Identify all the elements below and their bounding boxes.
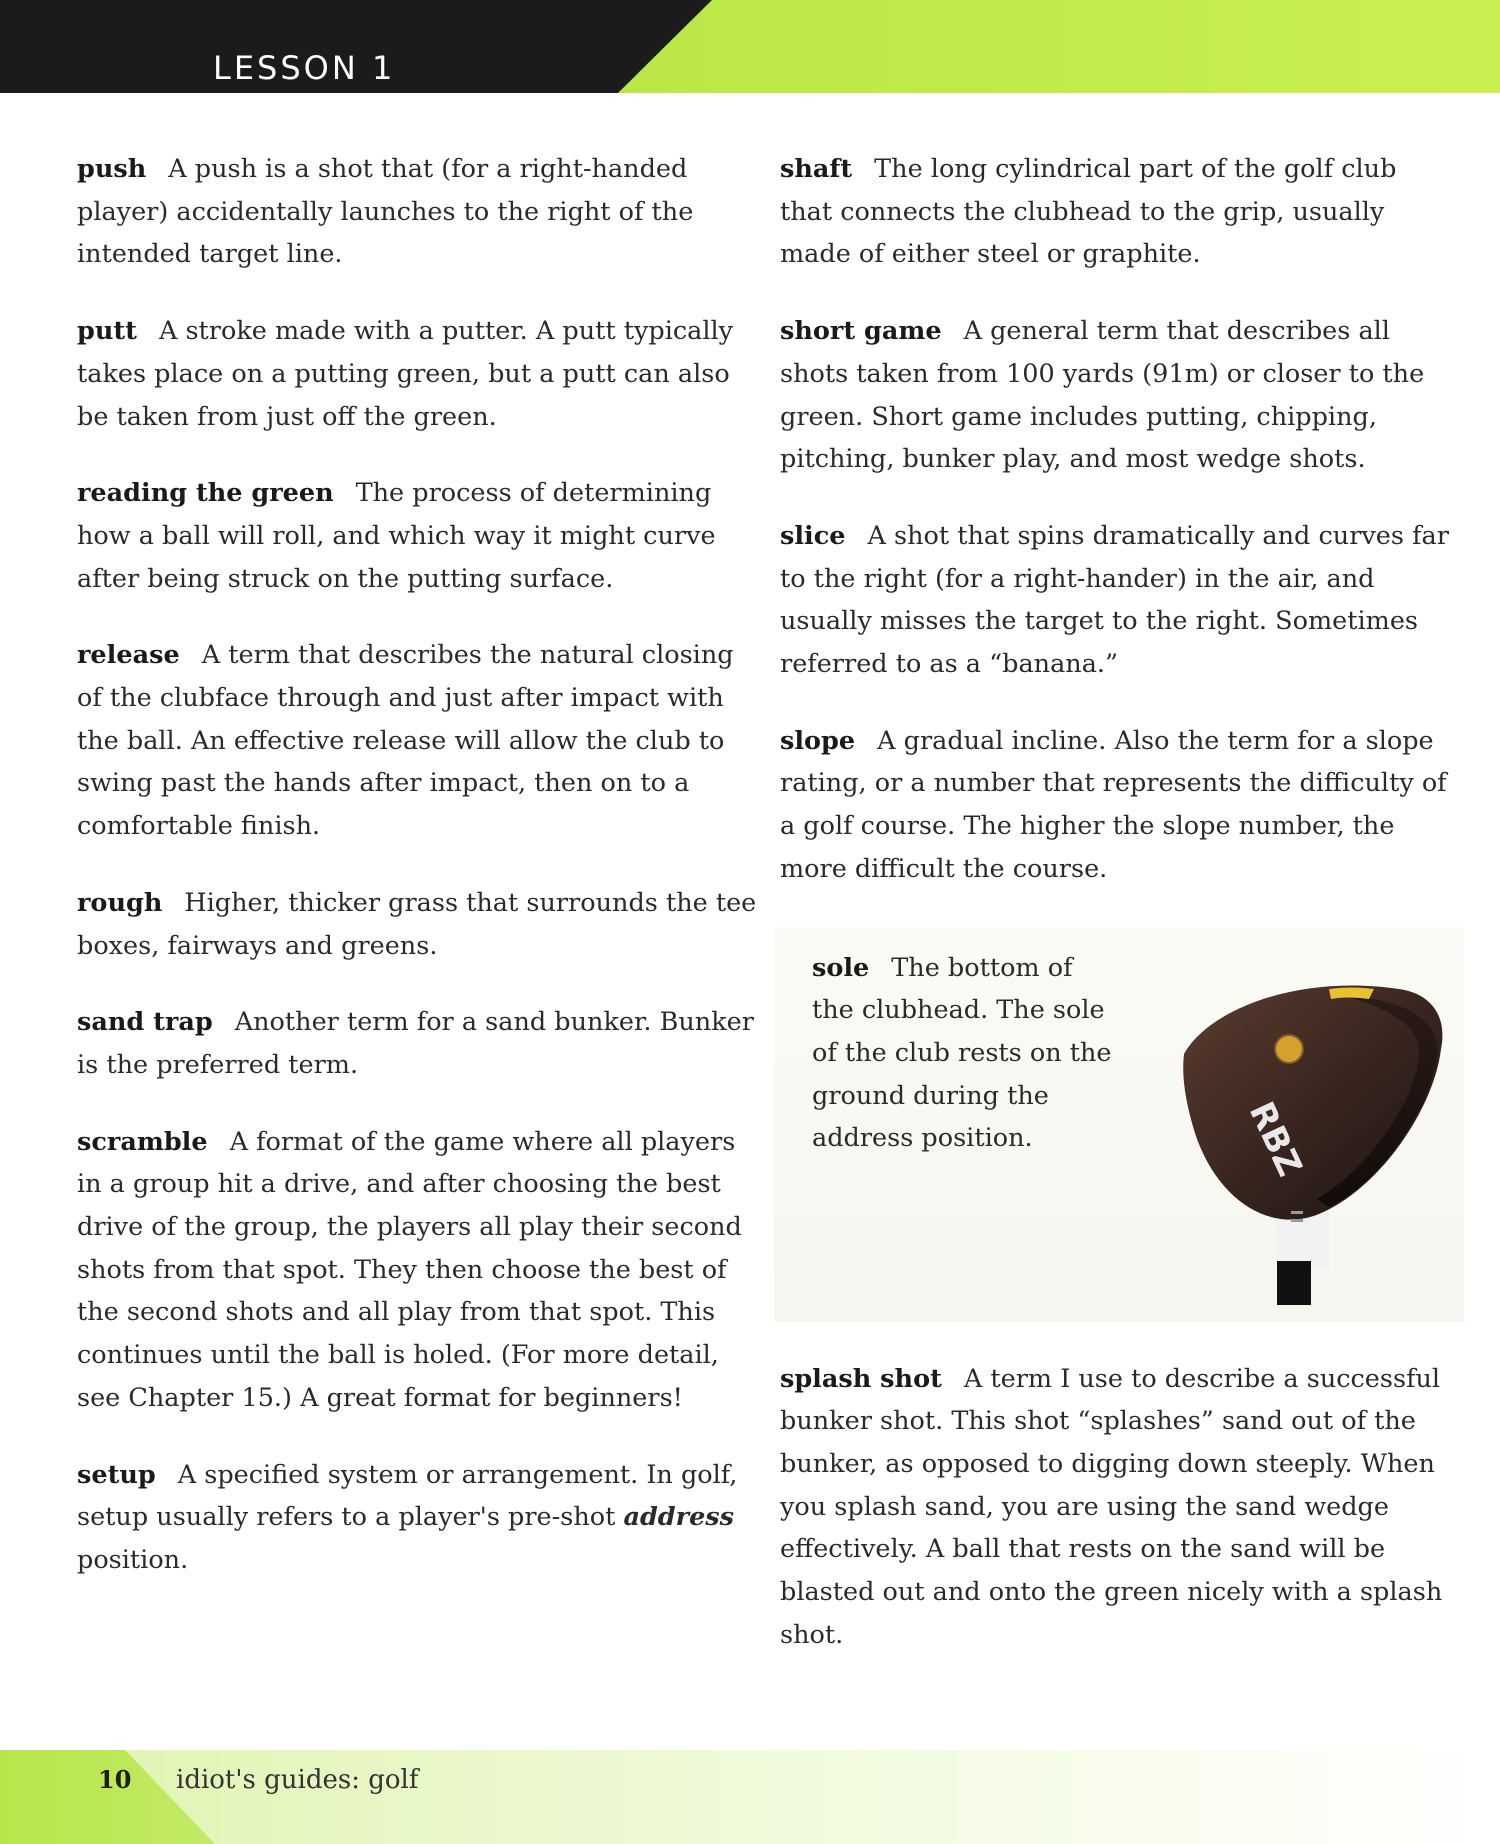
glossary-term: sole [812, 952, 870, 983]
glossary-definition: A gradual incline. Also the term for a slope rating, or a number that represents the difficulty of a golf course. The higher the slope number, the more difficult the course. [780, 725, 1447, 884]
left-column [77, 148, 760, 1582]
golf-driver-clubhead-icon [1179, 949, 1449, 1309]
glossary-entry-slice [780, 515, 1455, 686]
glossary-definition: Another term for a sand bunker. Bunker is the preferred term. [77, 1007, 754, 1080]
glossary-definition: A general term that describes all shots taken from 100 yards (91m) or closer to the green. Short game includes putting, chipping, pitching, bunker play, and most wedge shots. [780, 316, 1425, 475]
lesson-header [0, 0, 1500, 93]
glossary-entry-splash-shot [780, 1358, 1455, 1657]
glossary-entry-shaft [780, 148, 1455, 276]
glossary-term: sand trap [77, 1007, 213, 1038]
glossary-term: push [77, 154, 147, 184]
glossary-entry-sole [812, 947, 1112, 1161]
shaft-grip-end [1277, 1261, 1311, 1305]
glossary-term: putt [77, 316, 137, 347]
glossary-definition: The process of determining how a ball will roll, and which way it might curve after being struck on the putting surface. [77, 478, 716, 594]
hosel-mark [1291, 1219, 1303, 1222]
glossary-term: rough [77, 887, 163, 918]
glossary-entry-rough [77, 882, 760, 967]
glossary-definition: A shot that spins dramatically and curves far to the right (for a right-hander) in the air, and usually misses the target to the right. Sometimes referred to as a “banana.” [780, 520, 1449, 680]
glossary-entry-release [77, 634, 760, 848]
glossary-definition: A push is a shot that (for a right-handed player) accidentally launches to the right of the intended target line. [77, 154, 694, 270]
clubhead-model-label: RBZ [1240, 1095, 1310, 1182]
glossary-term: release [77, 640, 180, 671]
glossary-entry-short-game [780, 310, 1455, 481]
clubhead-accent-stripe [1329, 987, 1374, 999]
glossary-definition: The bottom of the clubhead. The sole of the club rests on the ground during the address position. [812, 952, 1112, 1154]
glossary-entry-slope [780, 720, 1455, 891]
glossary-entry-sand-trap [77, 1001, 760, 1086]
page-number: 10 [98, 1765, 132, 1794]
glossary-entry-putt [77, 310, 760, 438]
glossary-definition: Higher, thicker grass that surrounds the tee boxes, fairways and greens. [77, 887, 757, 961]
glossary-definition: The long cylindrical part of the golf club that connects the clubhead to the grip, usually made of either steel or graphite. [780, 154, 1397, 270]
glossary-definition: A term that describes the natural closing of the clubface through and just after impact with the ball. An effective release will allow the club to swing past the hands after impact, then on to a comfortable finish. [77, 640, 734, 842]
glossary-term: setup [77, 1459, 156, 1490]
clubhead-logo-badge [1275, 1035, 1303, 1063]
sole-feature-box [774, 927, 1464, 1322]
glossary-definition: A term I use to describe a successful bunker shot. This shot “splashes” sand out of the bunker, as opposed to digging down steeply. When you splash sand, you are using the sand wedge effectively. A ball that rests on the sand will be blasted out and onto the green nicely with a splash shot. [780, 1363, 1443, 1650]
glossary-definition: A stroke made with a putter. A putt typically takes place on a putting green, but a putt can also be taken from just off the green. [77, 316, 734, 432]
glossary-term: scramble [77, 1126, 208, 1157]
book-title: idiot's guides: golf [176, 1765, 419, 1795]
glossary-term: slope [780, 725, 856, 756]
glossary-definition: A format of the game where all players in a group hit a drive, and after choosing the best drive of the group, the players all play their second shots from that spot. They then choose the best of the second shots and all play from that spot. This continues until the ball is holed. (For more detail, see Chapter 15.) A great format for beginners! [77, 1126, 742, 1413]
glossary-term: reading the green [77, 478, 334, 509]
hosel-mark [1291, 1211, 1303, 1214]
right-column [780, 148, 1455, 1656]
glossary-definition: A specified system or arrangement. In golf, setup usually refers to a player's pre-shot [77, 1459, 738, 1533]
glossary-term: short game [780, 316, 942, 347]
glossary-entry-reading-the-green [77, 472, 760, 600]
glossary-emphasis: address [623, 1502, 735, 1533]
lesson-title: LESSON 1 [213, 49, 396, 87]
glossary-entry-scramble [77, 1121, 760, 1420]
glossary-term: slice [780, 520, 846, 551]
glossary-definition-end: position. [77, 1544, 189, 1575]
glossary-term: splash shot [780, 1363, 942, 1394]
glossary-term: shaft [780, 154, 853, 184]
glossary-entry-push [77, 148, 760, 276]
glossary-entry-setup [77, 1454, 760, 1582]
clubhead-illustration [1179, 949, 1449, 1309]
